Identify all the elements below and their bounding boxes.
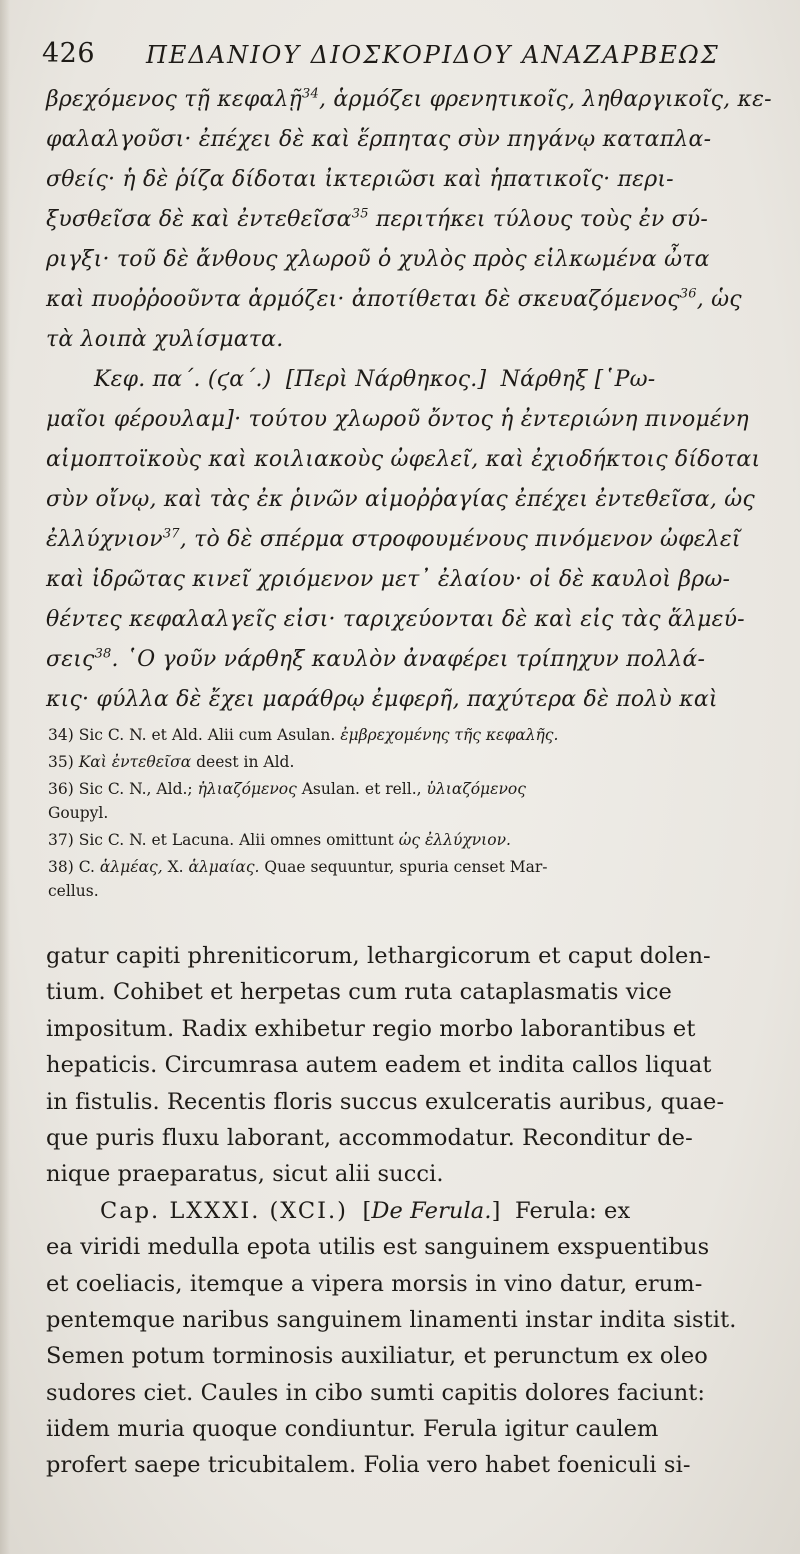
greek-line: καὶ ἱδρῶτας κινεῖ χριόμενον μετ᾽ ἐλαίου· οἱ δὲ καυλοὶ βρω- xyxy=(46,567,731,592)
greek-text-block xyxy=(46,80,786,720)
greek-line: τὰ λοιπὰ χυλίσματα. xyxy=(46,327,284,352)
footnote-38 xyxy=(48,854,788,881)
footnote-text: deest in Ald. xyxy=(196,753,295,771)
latin-line: hepaticis. Circumrasa autem eadem et indita callos liquat xyxy=(46,1052,712,1079)
greek-line: σὺν οἴνῳ, καὶ τὰς ἐκ ῥινῶν αἱμοῤῥαγίας ἐπέχει ἐντεθεῖσα, ὡς xyxy=(46,487,755,512)
latin-line: impositum. Radix exhibetur regio morbo laborantibus et xyxy=(46,1015,696,1042)
latin-line: sudores ciet. Caules in cibo sumti capitis dolores faciunt: xyxy=(46,1379,706,1406)
greek-chapter-heading xyxy=(46,360,786,400)
latin-text-block xyxy=(46,938,786,1484)
footnote-ref: 37 xyxy=(162,526,180,542)
footnote-number: 36) xyxy=(48,780,74,798)
greek-line-text: σεις xyxy=(46,647,95,672)
greek-line-text: καὶ πυοῤῥοοῦντα ἁρμόζει· ἀποτίθεται δὲ σκευαζόμενος xyxy=(46,287,680,312)
footnote-36 xyxy=(48,776,788,803)
greek-line xyxy=(46,520,786,560)
latin-line: profert saepe tricubitalem. Folia vero habet foeniculi si- xyxy=(46,1452,691,1479)
footnote-text: X. xyxy=(167,858,184,876)
page-number: 426 xyxy=(42,38,96,69)
latin-chapter-title: De Ferula. xyxy=(371,1197,492,1224)
greek-line: μαῖοι φέρουλαμ]· τούτου χλωροῦ ὄντος ἡ ἐντεριώνη πινομένη xyxy=(46,407,749,432)
footnote-37 xyxy=(48,827,788,854)
greek-chapter-title: [Περὶ Νάρθηκος.] xyxy=(285,367,487,392)
footnote-greek: ἐμβρεχομένης τῆς κεφαλῆς. xyxy=(340,726,559,744)
greek-line xyxy=(46,200,786,240)
footnote-text: Quae sequuntur, spuria censet Mar- xyxy=(264,858,548,876)
footnote-ref: 36 xyxy=(679,286,697,302)
latin-line: que puris fluxu laborant, accommodatur. Reconditur de- xyxy=(46,1124,693,1151)
greek-line-text: Νάρθηξ [῾Ρω- xyxy=(500,367,656,392)
greek-line: φαλαλγοῦσι· ἐπέχει δὲ καὶ ἕρπητας σὺν πηγάνῳ καταπλα- xyxy=(46,127,712,152)
greek-line-text: βρεχόμενος τῇ κεφαλῇ xyxy=(46,87,303,112)
latin-chapter-label: Cap. LXXXI. (XCI.) xyxy=(100,1197,348,1224)
latin-line: et coeliacis, itemque a vipera morsis in vino datur, erum- xyxy=(46,1270,703,1297)
latin-line: nique praeparatus, sicut alii succi. xyxy=(46,1161,444,1188)
latin-chapter-heading: Cap. LXXXI. (XCI.) [De Ferula.] Ferula: ex xyxy=(100,1197,631,1224)
greek-line-text: , τὸ δὲ σπέρμα στροφουμένους πινόμενον ὠφελεῖ xyxy=(179,527,741,552)
footnote-number: 34) xyxy=(48,726,74,744)
greek-line: αἱμοπτοϊκοὺς καὶ κοιλιακοὺς ὠφελεῖ, καὶ ἐχιοδήκτοις δίδοται xyxy=(46,447,761,472)
footnote-ref: 35 xyxy=(351,206,369,222)
footnote-38-continued: cellus. xyxy=(48,882,99,900)
greek-line xyxy=(46,640,786,680)
greek-line-text: ἐλλύχνιον xyxy=(46,527,163,552)
greek-line-text: , ἁρμόζει φρενητικοῖς, ληθαργικοῖς, κε- xyxy=(319,87,772,112)
greek-line-text: . ῾Ο γοῦν νάρθηξ καυλὸν ἀναφέρει τρίπηχυν πολλά- xyxy=(111,647,706,672)
footnote-greek: ἁλμέας, xyxy=(99,858,163,876)
page-edge-shadow xyxy=(0,0,10,1554)
footnote-ref: 34 xyxy=(302,86,319,102)
footnote-text: Asulan. et rell., xyxy=(301,780,422,798)
footnote-number: 38) xyxy=(48,858,74,876)
footnote-text: Sic C. N. et Lacuna. Alii omnes omittunt xyxy=(78,831,394,849)
footnote-35 xyxy=(48,749,788,776)
latin-line: ea viridi medulla epota utilis est sanguinem exspuentibus xyxy=(46,1234,710,1261)
running-title: ΠΕΔΑΝΙΟΥ ΔΙΟΣΚΟΡΙΔΟΥ ΑΝΑΖΑΡΒΕΩΣ xyxy=(146,41,720,69)
footnote-greek: ὡς ἐλλύχνιον. xyxy=(398,831,511,849)
greek-line: σθείς· ἡ δὲ ῥίζα δίδοται ἰκτεριῶσι καὶ ἡπατικοῖς· περι- xyxy=(46,167,674,192)
footnote-text: Sic C. N., Ald.; xyxy=(78,780,193,798)
latin-line: pentemque naribus sanguinem linamenti instar indita sistit. xyxy=(46,1306,737,1333)
latin-line: Semen potum torminosis auxiliatur, et perunctum ex oleo xyxy=(46,1343,708,1370)
latin-line: iidem muria quoque condiuntur. Ferula igitur caulem xyxy=(46,1416,659,1443)
greek-line xyxy=(46,80,786,120)
footnote-ref: 38 xyxy=(94,646,112,662)
greek-line-text: ξυσθεῖσα δὲ καὶ ἐντεθεῖσα xyxy=(46,207,352,232)
greek-line-text: , ὡς xyxy=(696,287,742,312)
footnote-text: C. xyxy=(78,858,95,876)
greek-line: κις· φύλλα δὲ ἔχει μαράθρῳ ἐμφερῆ, παχύτερα δὲ πολὺ καὶ xyxy=(46,687,718,712)
greek-line: θέντες κεφαλαλγεῖς εἰσι· ταριχεύονται δὲ καὶ εἰς τὰς ἅλμεύ- xyxy=(46,607,745,632)
footnote-number: 35) xyxy=(48,753,74,771)
footnote-greek: Καὶ ἐντεθεῖσα xyxy=(78,753,192,771)
latin-line: gatur capiti phreniticorum, lethargicorum et caput dolen- xyxy=(46,943,711,969)
footnotes xyxy=(48,722,788,905)
latin-line: in fistulis. Recentis floris succus exulceratis auribus, quae- xyxy=(46,1088,725,1115)
footnote-36-continued: Goupyl. xyxy=(48,804,109,822)
greek-line-text: περιτήκει τύλους τοὺς ἐν σύ- xyxy=(368,207,709,232)
latin-line: tium. Cohibet et herpetas cum ruta cataplasmatis vice xyxy=(46,979,672,1006)
footnote-34 xyxy=(48,722,788,749)
greek-line: ριγξι· τοῦ δὲ ἄνθους χλωροῦ ὁ χυλὸς πρὸς εἱλκωμένα ὦτα xyxy=(46,247,710,272)
latin-line-text: Ferula: ex xyxy=(514,1197,631,1224)
greek-line xyxy=(46,280,786,320)
running-header xyxy=(42,38,782,78)
footnote-greek: ὑλιαζόμενος xyxy=(426,780,526,798)
footnote-greek: ἁλμαίας. xyxy=(188,858,260,876)
footnote-greek: ἠλιαζόμενος xyxy=(197,780,297,798)
footnote-text: Sic C. N. et Ald. Alii cum Asulan. xyxy=(78,726,336,744)
footnote-number: 37) xyxy=(48,831,74,849)
greek-chapter-label: Κεφ. πα΄. (ϛα΄.) xyxy=(94,367,272,392)
